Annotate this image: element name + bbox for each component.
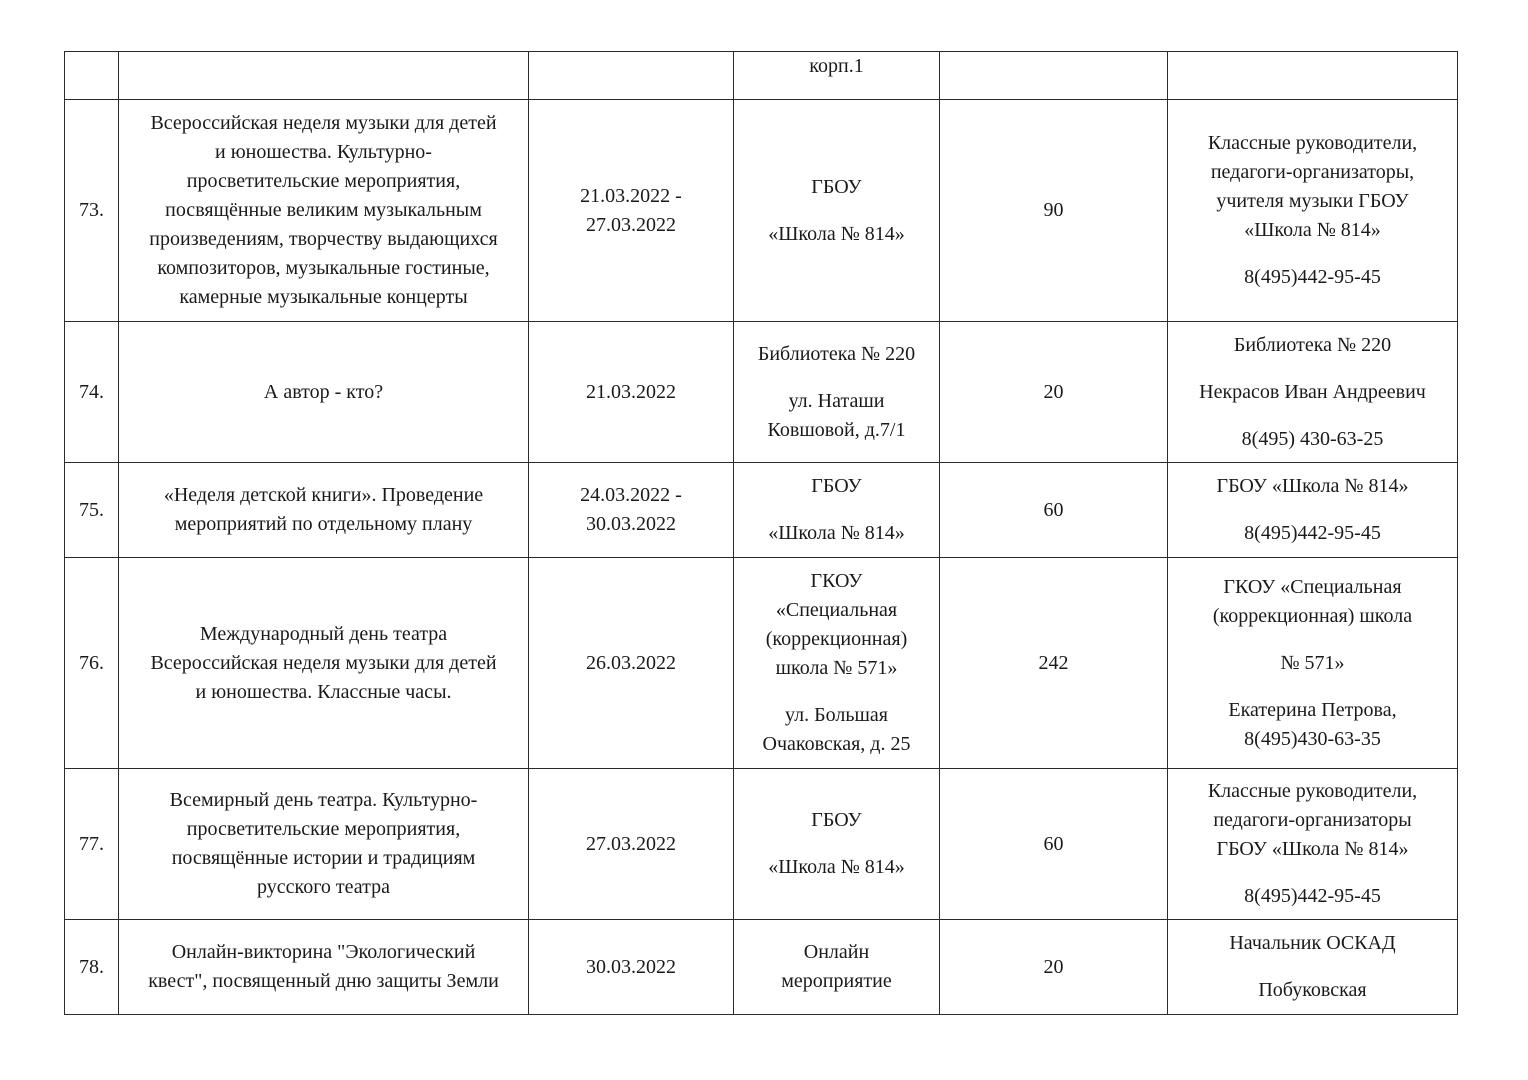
date-line: 30.03.2022	[586, 955, 676, 978]
table-row	[65, 920, 1458, 1015]
venue-line: корп.1	[809, 55, 864, 77]
participants-cell	[940, 322, 1168, 463]
date-line: 21.03.2022	[586, 380, 676, 403]
venue-cell	[734, 558, 940, 769]
venue-line: ул. Наташи	[788, 389, 885, 412]
responsible-line: Екатерина Петрова,	[1228, 698, 1397, 721]
dates-cell	[529, 100, 734, 322]
venue-line: Онлайн	[803, 941, 870, 963]
dates-cell	[529, 769, 734, 920]
row-number-cell	[65, 322, 119, 463]
responsible-line: 8(495)442-95-45	[1244, 522, 1381, 544]
event-line: Онлайн-викторина "Экологический	[171, 941, 476, 963]
row-number-cell	[65, 558, 119, 769]
event-line: произведениям, творчеству выдающихся	[149, 228, 498, 250]
event-cell	[119, 52, 529, 100]
responsible-line: Начальник ОСКАД	[1229, 932, 1396, 954]
responsible-line: ГБОУ «Школа № 814»	[1216, 838, 1409, 860]
event-line: Всемирный день театра. Культурно-	[169, 789, 478, 811]
event-line: русского театра	[257, 876, 390, 898]
table-row	[65, 558, 1458, 769]
responsible-line: педагоги-организаторы	[1213, 809, 1412, 831]
event-cell	[119, 322, 529, 463]
responsible-cell	[1168, 558, 1458, 769]
responsible-line: 8(495)430-63-35	[1244, 727, 1381, 750]
venue-cell	[734, 463, 940, 558]
event-line: композиторов, музыкальные гостиные,	[157, 257, 490, 279]
event-line: Всероссийская неделя музыки для детей	[150, 112, 497, 134]
responsible-line: ГБОУ «Школа № 814»	[1216, 475, 1409, 497]
date-line: 26.03.2022	[586, 651, 676, 674]
venue-cell	[734, 52, 940, 100]
venue-line: (коррекционная)	[765, 628, 908, 650]
responsible-line: № 571»	[1280, 651, 1345, 674]
responsible-cell	[1168, 100, 1458, 322]
venue-line: Ковшовой, д.7/1	[767, 418, 906, 441]
participants-count: 90	[1043, 199, 1064, 221]
date-line: 27.03.2022	[586, 832, 676, 855]
participants-cell	[940, 558, 1168, 769]
event-line: и юношества. Классные часы.	[195, 680, 452, 703]
participants-count: 60	[1043, 832, 1064, 855]
event-cell	[119, 463, 529, 558]
row-number: 76.	[79, 651, 104, 674]
venue-cell	[734, 769, 940, 920]
date-line: 24.03.2022 -	[580, 484, 682, 506]
responsible-line: «Школа № 814»	[1244, 219, 1381, 241]
row-number-cell	[65, 769, 119, 920]
venue-cell	[734, 920, 940, 1015]
responsible-cell	[1168, 920, 1458, 1015]
responsible-line: учителя музыки ГБОУ	[1216, 190, 1409, 212]
row-number: 78.	[79, 955, 104, 978]
event-line: и юношества. Культурно-	[215, 141, 432, 163]
responsible-line: педагоги-организаторы,	[1210, 161, 1415, 183]
venue-line: ГКОУ	[810, 570, 863, 592]
responsible-line: (коррекционная) школа	[1212, 604, 1413, 627]
event-line: Международный день театра	[199, 622, 448, 645]
dates-cell	[529, 52, 734, 100]
responsible-line: Побуковская	[1258, 979, 1367, 1001]
participants-count: 20	[1043, 955, 1064, 978]
venue-line: ГБОУ	[811, 475, 862, 497]
responsible-line: Некрасов Иван Андреевич	[1199, 380, 1426, 403]
event-line: «Неделя детской книги». Проведение	[163, 484, 484, 506]
dates-cell	[529, 920, 734, 1015]
venue-cell	[734, 100, 940, 322]
table-row	[65, 769, 1458, 920]
responsible-line: Библиотека № 220	[1233, 333, 1392, 356]
responsible-cell	[1168, 52, 1458, 100]
table-row	[65, 463, 1458, 558]
dates-cell	[529, 463, 734, 558]
row-number-cell	[65, 920, 119, 1015]
event-line: камерные музыкальные концерты	[179, 286, 468, 308]
participants-cell	[940, 769, 1168, 920]
event-line: просветительские мероприятия,	[186, 170, 461, 192]
participants-count: 60	[1043, 498, 1064, 521]
responsible-line: 8(495) 430-63-25	[1241, 427, 1384, 450]
venue-line: «Школа № 814»	[768, 222, 905, 245]
row-number: 77.	[79, 832, 104, 855]
venue-line: школа № 571»	[775, 657, 898, 679]
row-number: 74.	[79, 380, 104, 403]
table-row	[65, 52, 1458, 100]
responsible-line: 8(495)442-95-45	[1244, 885, 1381, 907]
responsible-cell	[1168, 322, 1458, 463]
table-row	[65, 100, 1458, 322]
event-line: А автор - кто?	[263, 380, 384, 403]
row-number-cell	[65, 463, 119, 558]
event-cell	[119, 769, 529, 920]
dates-cell	[529, 558, 734, 769]
venue-line: Библиотека № 220	[757, 342, 916, 365]
event-cell	[119, 920, 529, 1015]
responsible-line: 8(495)442-95-45	[1244, 266, 1381, 288]
date-line: 30.03.2022	[586, 513, 676, 535]
responsible-line: ГКОУ «Специальная	[1223, 575, 1402, 598]
venue-line: ГБОУ	[811, 175, 862, 198]
participants-cell	[940, 920, 1168, 1015]
participants-count: 242	[1038, 651, 1069, 674]
venue-cell	[734, 322, 940, 463]
venue-line: Очаковская, д. 25	[762, 733, 911, 755]
venue-line: «Школа № 814»	[768, 856, 905, 878]
participants-cell	[940, 52, 1168, 100]
event-line: квест", посвященный дню защиты Земли	[148, 970, 499, 992]
dates-cell	[529, 322, 734, 463]
venue-line: «Специальная	[775, 599, 898, 621]
event-line: просветительские мероприятия,	[186, 818, 461, 840]
venue-line: ГБОУ	[811, 809, 862, 831]
responsible-cell	[1168, 463, 1458, 558]
venue-line: «Школа № 814»	[768, 522, 905, 544]
participants-cell	[940, 100, 1168, 322]
row-number-cell	[65, 100, 119, 322]
events-table	[64, 51, 1458, 1015]
venue-line: мероприятие	[781, 970, 892, 992]
responsible-line: Классные руководители,	[1207, 132, 1418, 154]
date-line: 27.03.2022	[586, 213, 676, 236]
event-line: посвящённые великим музыкальным	[165, 199, 482, 221]
responsible-line: Классные руководители,	[1207, 780, 1418, 802]
event-line: мероприятий по отдельному плану	[174, 513, 473, 535]
date-line: 21.03.2022 -	[580, 184, 682, 207]
venue-line: ул. Большая	[785, 704, 888, 726]
participants-count: 20	[1043, 380, 1064, 403]
row-number: 75.	[79, 498, 104, 521]
responsible-cell	[1168, 769, 1458, 920]
event-line: Всероссийская неделя музыки для детей	[150, 651, 497, 674]
participants-cell	[940, 463, 1168, 558]
event-cell	[119, 558, 529, 769]
event-cell	[119, 100, 529, 322]
table-row	[65, 322, 1458, 463]
row-number-cell	[65, 52, 119, 100]
row-number: 73.	[79, 199, 104, 221]
event-line: посвящённые истории и традициям	[171, 847, 476, 869]
